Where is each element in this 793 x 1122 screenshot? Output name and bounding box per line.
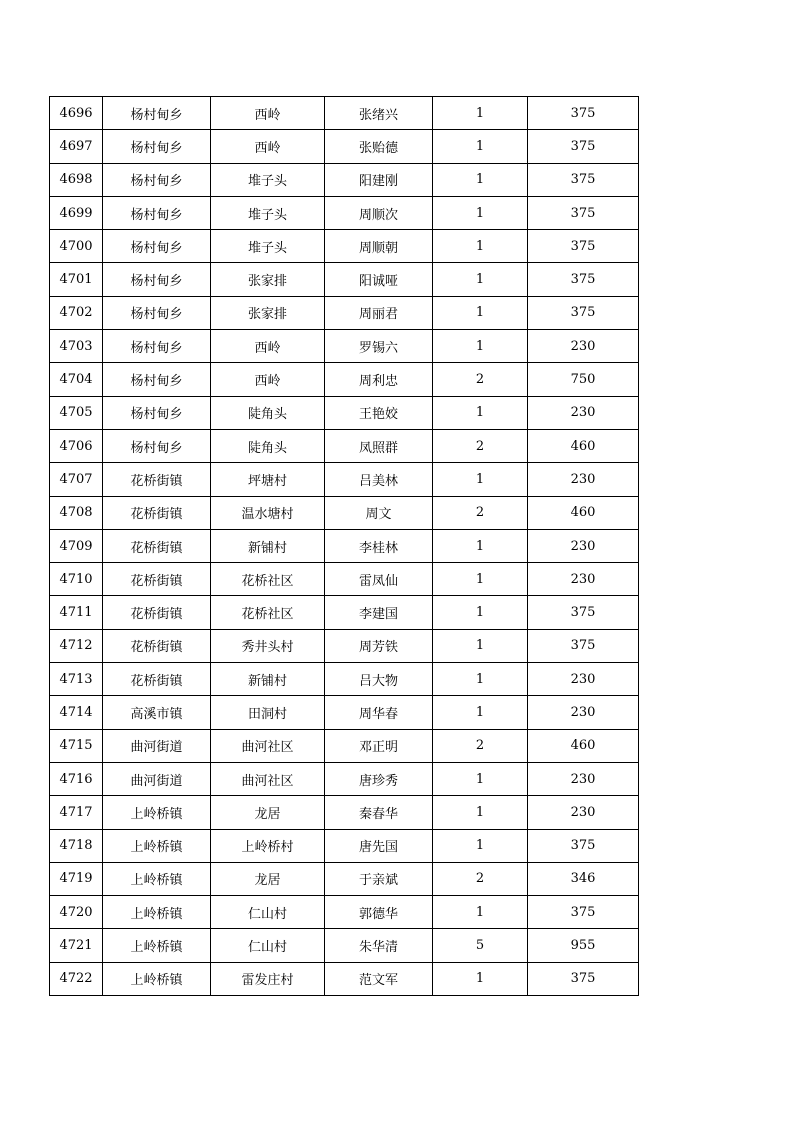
village-cell: 仁山村 <box>211 929 325 962</box>
township-cell: 杨村甸乡 <box>103 263 211 296</box>
headcount-cell: 2 <box>433 729 528 762</box>
table-row <box>50 962 639 995</box>
amount-cell: 230 <box>528 696 639 729</box>
amount-cell: 460 <box>528 429 639 462</box>
township-cell: 花桥街镇 <box>103 529 211 562</box>
village-cell: 西岭 <box>211 130 325 163</box>
village-cell: 新铺村 <box>211 663 325 696</box>
row-number-cell: 4721 <box>50 929 103 962</box>
person-name-cell: 朱华清 <box>325 929 433 962</box>
person-name-cell: 李桂林 <box>325 529 433 562</box>
headcount-cell: 1 <box>433 163 528 196</box>
village-cell: 龙居 <box>211 862 325 895</box>
village-cell: 秀井头村 <box>211 629 325 662</box>
amount-cell: 375 <box>528 896 639 929</box>
row-number-cell: 4698 <box>50 163 103 196</box>
row-number-cell: 4702 <box>50 296 103 329</box>
amount-cell: 375 <box>528 230 639 263</box>
row-number-cell: 4712 <box>50 629 103 662</box>
township-cell: 上岭桥镇 <box>103 796 211 829</box>
person-name-cell: 于亲斌 <box>325 862 433 895</box>
village-cell: 堆子头 <box>211 230 325 263</box>
amount-cell: 230 <box>528 330 639 363</box>
township-cell: 上岭桥镇 <box>103 896 211 929</box>
table-row <box>50 496 639 529</box>
village-cell: 田洞村 <box>211 696 325 729</box>
amount-cell: 375 <box>528 130 639 163</box>
village-cell: 西岭 <box>211 363 325 396</box>
township-cell: 花桥街镇 <box>103 563 211 596</box>
village-cell: 西岭 <box>211 330 325 363</box>
table-row <box>50 829 639 862</box>
table-row <box>50 529 639 562</box>
township-cell: 上岭桥镇 <box>103 929 211 962</box>
township-cell: 杨村甸乡 <box>103 196 211 229</box>
village-cell: 张家排 <box>211 296 325 329</box>
person-name-cell: 吕美林 <box>325 463 433 496</box>
township-cell: 杨村甸乡 <box>103 296 211 329</box>
row-number-cell: 4700 <box>50 230 103 263</box>
table-row <box>50 130 639 163</box>
township-cell: 花桥街镇 <box>103 663 211 696</box>
headcount-cell: 1 <box>433 97 528 130</box>
village-cell: 张家排 <box>211 263 325 296</box>
table-row <box>50 762 639 795</box>
table-row <box>50 463 639 496</box>
row-number-cell: 4699 <box>50 196 103 229</box>
person-name-cell: 凤照群 <box>325 429 433 462</box>
township-cell: 杨村甸乡 <box>103 330 211 363</box>
table-row <box>50 230 639 263</box>
person-name-cell: 李建国 <box>325 596 433 629</box>
headcount-cell: 1 <box>433 330 528 363</box>
headcount-cell: 1 <box>433 230 528 263</box>
table-row <box>50 729 639 762</box>
person-name-cell: 周芳铁 <box>325 629 433 662</box>
headcount-cell: 2 <box>433 429 528 462</box>
row-number-cell: 4716 <box>50 762 103 795</box>
village-cell: 龙居 <box>211 796 325 829</box>
village-cell: 陡角头 <box>211 396 325 429</box>
township-cell: 上岭桥镇 <box>103 962 211 995</box>
headcount-cell: 1 <box>433 696 528 729</box>
township-cell: 杨村甸乡 <box>103 429 211 462</box>
amount-cell: 230 <box>528 663 639 696</box>
person-name-cell: 阳诚哑 <box>325 263 433 296</box>
row-number-cell: 4701 <box>50 263 103 296</box>
township-cell: 上岭桥镇 <box>103 829 211 862</box>
person-name-cell: 周丽君 <box>325 296 433 329</box>
table-row <box>50 796 639 829</box>
amount-cell: 375 <box>528 596 639 629</box>
row-number-cell: 4709 <box>50 529 103 562</box>
village-cell: 新铺村 <box>211 529 325 562</box>
amount-cell: 375 <box>528 163 639 196</box>
village-cell: 雷发庄村 <box>211 962 325 995</box>
person-name-cell: 王艳姣 <box>325 396 433 429</box>
row-number-cell: 4711 <box>50 596 103 629</box>
row-number-cell: 4718 <box>50 829 103 862</box>
amount-cell: 230 <box>528 796 639 829</box>
person-name-cell: 罗锡六 <box>325 330 433 363</box>
person-name-cell: 周文 <box>325 496 433 529</box>
table-row <box>50 263 639 296</box>
township-cell: 杨村甸乡 <box>103 396 211 429</box>
amount-cell: 230 <box>528 762 639 795</box>
person-name-cell: 周华春 <box>325 696 433 729</box>
table-row <box>50 696 639 729</box>
village-cell: 花桥社区 <box>211 563 325 596</box>
village-cell: 温水塘村 <box>211 496 325 529</box>
township-cell: 高溪市镇 <box>103 696 211 729</box>
township-cell: 曲河街道 <box>103 729 211 762</box>
amount-cell: 230 <box>528 396 639 429</box>
township-cell: 杨村甸乡 <box>103 97 211 130</box>
headcount-cell: 1 <box>433 563 528 596</box>
person-name-cell: 张贻德 <box>325 130 433 163</box>
table-row <box>50 296 639 329</box>
table-row <box>50 929 639 962</box>
village-cell: 堆子头 <box>211 163 325 196</box>
row-number-cell: 4719 <box>50 862 103 895</box>
headcount-cell: 1 <box>433 829 528 862</box>
village-cell: 花桥社区 <box>211 596 325 629</box>
village-cell: 曲河社区 <box>211 729 325 762</box>
amount-cell: 230 <box>528 563 639 596</box>
headcount-cell: 1 <box>433 196 528 229</box>
village-cell: 西岭 <box>211 97 325 130</box>
roster-table-body <box>50 97 639 996</box>
row-number-cell: 4705 <box>50 396 103 429</box>
table-row <box>50 563 639 596</box>
row-number-cell: 4714 <box>50 696 103 729</box>
table-row <box>50 196 639 229</box>
roster-table <box>49 96 639 996</box>
amount-cell: 375 <box>528 629 639 662</box>
row-number-cell: 4717 <box>50 796 103 829</box>
row-number-cell: 4707 <box>50 463 103 496</box>
row-number-cell: 4708 <box>50 496 103 529</box>
person-name-cell: 唐珍秀 <box>325 762 433 795</box>
row-number-cell: 4710 <box>50 563 103 596</box>
person-name-cell: 秦春华 <box>325 796 433 829</box>
village-cell: 上岭桥村 <box>211 829 325 862</box>
person-name-cell: 雷凤仙 <box>325 563 433 596</box>
amount-cell: 375 <box>528 962 639 995</box>
amount-cell: 230 <box>528 463 639 496</box>
amount-cell: 375 <box>528 263 639 296</box>
headcount-cell: 1 <box>433 896 528 929</box>
headcount-cell: 1 <box>433 762 528 795</box>
township-cell: 杨村甸乡 <box>103 130 211 163</box>
headcount-cell: 1 <box>433 130 528 163</box>
amount-cell: 230 <box>528 529 639 562</box>
headcount-cell: 1 <box>433 396 528 429</box>
village-cell: 仁山村 <box>211 896 325 929</box>
amount-cell: 460 <box>528 729 639 762</box>
table-row <box>50 396 639 429</box>
table-row <box>50 363 639 396</box>
person-name-cell: 吕大物 <box>325 663 433 696</box>
headcount-cell: 1 <box>433 962 528 995</box>
amount-cell: 460 <box>528 496 639 529</box>
township-cell: 杨村甸乡 <box>103 363 211 396</box>
township-cell: 上岭桥镇 <box>103 862 211 895</box>
amount-cell: 375 <box>528 97 639 130</box>
person-name-cell: 阳建刚 <box>325 163 433 196</box>
headcount-cell: 1 <box>433 529 528 562</box>
table-row <box>50 429 639 462</box>
township-cell: 杨村甸乡 <box>103 163 211 196</box>
table-row <box>50 896 639 929</box>
person-name-cell: 张绪兴 <box>325 97 433 130</box>
village-cell: 堆子头 <box>211 196 325 229</box>
table-row <box>50 629 639 662</box>
person-name-cell: 唐先国 <box>325 829 433 862</box>
headcount-cell: 1 <box>433 263 528 296</box>
row-number-cell: 4706 <box>50 429 103 462</box>
township-cell: 杨村甸乡 <box>103 230 211 263</box>
person-name-cell: 周利忠 <box>325 363 433 396</box>
township-cell: 花桥街镇 <box>103 463 211 496</box>
amount-cell: 955 <box>528 929 639 962</box>
row-number-cell: 4720 <box>50 896 103 929</box>
person-name-cell: 周顺次 <box>325 196 433 229</box>
township-cell: 花桥街镇 <box>103 629 211 662</box>
row-number-cell: 4722 <box>50 962 103 995</box>
amount-cell: 346 <box>528 862 639 895</box>
table-row <box>50 596 639 629</box>
headcount-cell: 1 <box>433 596 528 629</box>
table-row <box>50 330 639 363</box>
row-number-cell: 4703 <box>50 330 103 363</box>
township-cell: 花桥街镇 <box>103 596 211 629</box>
township-cell: 花桥街镇 <box>103 496 211 529</box>
row-number-cell: 4697 <box>50 130 103 163</box>
village-cell: 陡角头 <box>211 429 325 462</box>
person-name-cell: 范文军 <box>325 962 433 995</box>
table-row <box>50 862 639 895</box>
table-row <box>50 97 639 130</box>
row-number-cell: 4715 <box>50 729 103 762</box>
person-name-cell: 周顺朝 <box>325 230 433 263</box>
table-row <box>50 663 639 696</box>
village-cell: 坪塘村 <box>211 463 325 496</box>
township-cell: 曲河街道 <box>103 762 211 795</box>
person-name-cell: 郭德华 <box>325 896 433 929</box>
amount-cell: 375 <box>528 196 639 229</box>
headcount-cell: 5 <box>433 929 528 962</box>
headcount-cell: 2 <box>433 496 528 529</box>
headcount-cell: 2 <box>433 862 528 895</box>
table-row <box>50 163 639 196</box>
headcount-cell: 1 <box>433 463 528 496</box>
row-number-cell: 4704 <box>50 363 103 396</box>
village-cell: 曲河社区 <box>211 762 325 795</box>
headcount-cell: 1 <box>433 663 528 696</box>
amount-cell: 375 <box>528 296 639 329</box>
row-number-cell: 4696 <box>50 97 103 130</box>
headcount-cell: 1 <box>433 796 528 829</box>
row-number-cell: 4713 <box>50 663 103 696</box>
headcount-cell: 1 <box>433 629 528 662</box>
person-name-cell: 邓正明 <box>325 729 433 762</box>
amount-cell: 375 <box>528 829 639 862</box>
headcount-cell: 2 <box>433 363 528 396</box>
headcount-cell: 1 <box>433 296 528 329</box>
amount-cell: 750 <box>528 363 639 396</box>
